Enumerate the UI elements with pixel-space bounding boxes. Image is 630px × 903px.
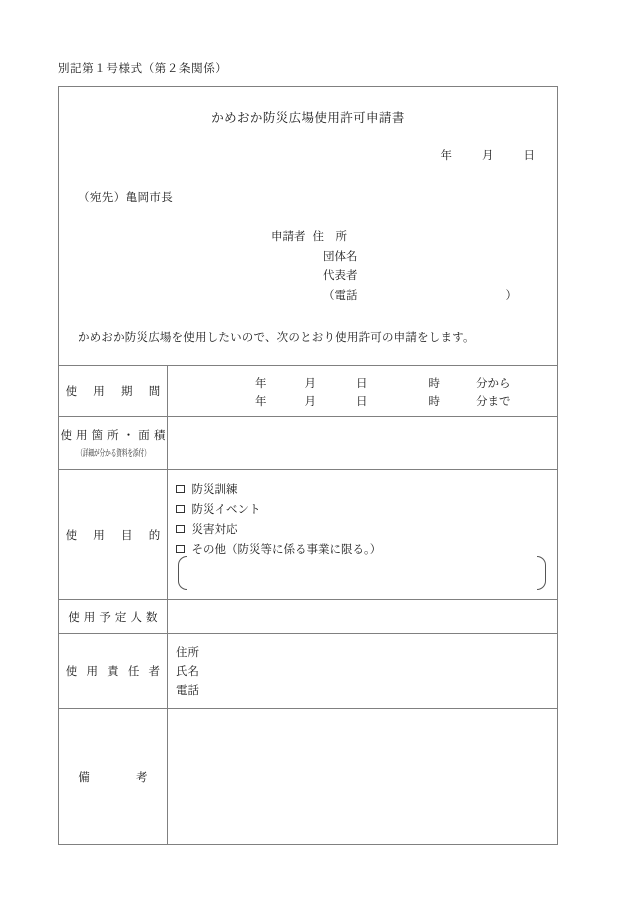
- applicant-address-row: [271, 227, 517, 247]
- responsible-person-fields: [176, 643, 199, 700]
- table-row-usage-purpose: [59, 469, 557, 599]
- usage-purpose-checklist: [176, 479, 381, 559]
- date-month-label: 月: [482, 148, 494, 162]
- label-remarks: [59, 709, 168, 845]
- value-responsible-person[interactable]: [168, 634, 557, 708]
- label-usage-place-area-note: （詳細が分かる資料を添付）: [76, 449, 150, 459]
- end-month-label: 月: [304, 394, 316, 408]
- usage-purpose-free-text-box[interactable]: [178, 556, 546, 590]
- responsible-address-label: 住所: [176, 645, 199, 659]
- applicant-organization-label: 団体名: [323, 248, 358, 263]
- label-responsible-person-text: 使 用 責 任 者: [65, 664, 161, 678]
- label-usage-period: [59, 366, 168, 416]
- table-row-usage-period: [59, 365, 557, 416]
- addressee: （宛先）亀岡市長: [78, 190, 174, 204]
- applicant-representative-label: 代表者: [323, 268, 358, 282]
- checkbox-icon[interactable]: [176, 545, 185, 554]
- table-row-remarks: [59, 708, 557, 845]
- usage-period-lines: [168, 374, 557, 410]
- date-line: [441, 147, 536, 163]
- checkbox-icon[interactable]: [176, 525, 185, 534]
- checkbox-option-event[interactable]: [176, 499, 381, 519]
- table-row-usage-place-area: [59, 416, 557, 469]
- end-hour-label: 時: [428, 394, 440, 408]
- start-minute-label: 分から: [476, 376, 511, 390]
- start-year-label: 年: [255, 376, 267, 390]
- table-row-responsible-person: [59, 633, 557, 708]
- page-title: かめおか防災広場使用許可申請書: [211, 110, 405, 125]
- applicant-label: 申請者: [271, 229, 306, 243]
- responsible-name-label: 氏名: [176, 664, 199, 678]
- value-expected-people[interactable]: [168, 600, 557, 633]
- usage-purpose-free-text[interactable]: [187, 556, 537, 590]
- value-usage-purpose: [168, 470, 557, 599]
- checkbox-option-drill[interactable]: [176, 479, 381, 499]
- start-day-label: 日: [356, 376, 368, 390]
- checkbox-label: 防災訓練: [191, 482, 238, 496]
- date-day-label: 日: [523, 148, 535, 162]
- end-year-label: 年: [255, 394, 267, 408]
- checkbox-icon[interactable]: [176, 485, 185, 494]
- start-hour-label: 時: [428, 376, 440, 390]
- label-usage-period-text: 使 用 期 間: [65, 384, 161, 398]
- form-header-area: [59, 87, 557, 365]
- value-usage-period[interactable]: [168, 366, 557, 416]
- label-remarks-text: 備 考: [78, 770, 148, 784]
- bracket-left-icon: [178, 556, 187, 590]
- end-minute-label: 分まで: [476, 394, 511, 408]
- usage-period-start-line: [168, 374, 557, 392]
- checkbox-label: 災害対応: [191, 522, 238, 536]
- applicant-organization-row: [271, 247, 517, 267]
- end-day-label: 日: [356, 394, 368, 408]
- bracket-right-icon: [537, 556, 546, 590]
- checkbox-option-disaster-response[interactable]: [176, 519, 381, 539]
- responsible-phone-label: 電話: [176, 683, 199, 697]
- form-table: [59, 365, 557, 845]
- applicant-phone-row: [271, 286, 517, 306]
- label-expected-people-text: 使 用 予 定 人 数: [68, 609, 158, 624]
- label-expected-people: [59, 600, 168, 633]
- value-usage-place-area[interactable]: [168, 417, 557, 469]
- applicant-phone-open-label: （電話: [323, 287, 358, 302]
- application-form-frame: [58, 86, 558, 845]
- applicant-address-label: 住 所: [312, 229, 347, 243]
- value-remarks[interactable]: [168, 709, 557, 845]
- applicant-representative-row: [271, 266, 517, 286]
- checkbox-label: その他（防災等に係る事業に限る。）: [191, 542, 382, 556]
- start-month-label: 月: [304, 376, 316, 390]
- date-year-label: 年: [440, 148, 452, 162]
- applicant-block: [271, 227, 517, 305]
- checkbox-label: 防災イベント: [191, 502, 261, 516]
- label-usage-purpose: [59, 470, 168, 599]
- checkbox-icon[interactable]: [176, 505, 185, 514]
- applicant-phone-close-label: ）: [505, 287, 517, 302]
- table-row-expected-people: [59, 599, 557, 633]
- form-number: 別記第１号様式（第２条関係）: [58, 61, 228, 75]
- label-responsible-person: [59, 634, 168, 708]
- usage-period-end-line: [168, 392, 557, 410]
- label-usage-purpose-text: 使 用 目 的: [65, 527, 161, 542]
- label-usage-place-area: [59, 417, 168, 469]
- application-statement: かめおか防災広場を使用したいので、次のとおり使用許可の申請をします。: [78, 330, 475, 344]
- label-usage-place-area-text: 使 用 箇 所 ・ 面 積: [60, 428, 166, 442]
